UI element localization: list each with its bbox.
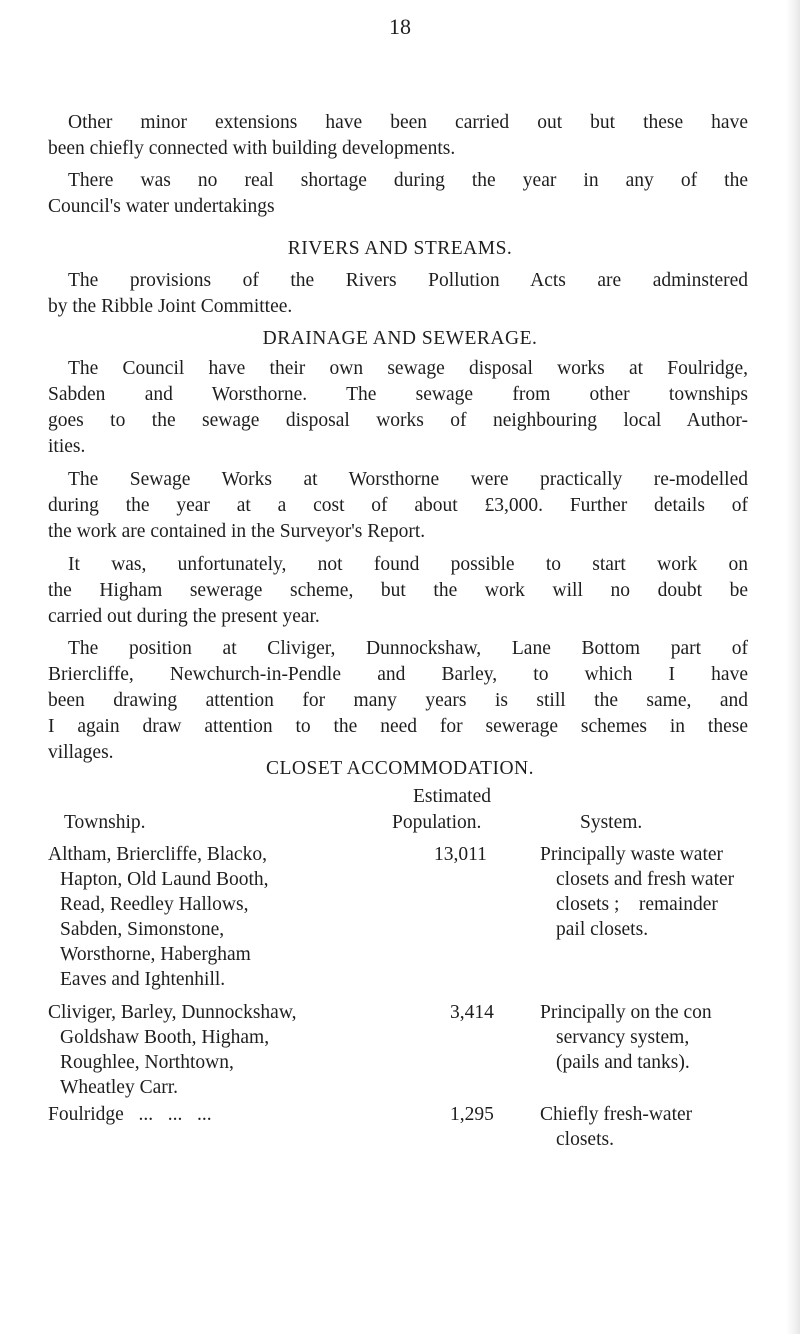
drainage-paragraph-1 (48, 356, 748, 460)
table-row-population: 1,295 (450, 1104, 494, 1125)
text-line: Briercliffe, Newchurch-in-Pendle and Barley, to which I have (48, 664, 748, 685)
table-row-system (540, 1000, 712, 1075)
system-line: closets ; remainder (556, 894, 718, 915)
text-line: I again draw attention to the need for sewerage schemes in these (48, 716, 748, 737)
text-line: carried out during the present year. (48, 606, 320, 627)
system-line: (pails and tanks). (556, 1052, 690, 1073)
township-line: Altham, Briercliffe, Blacko, (48, 844, 267, 865)
table-row-township (48, 842, 269, 992)
table-row-population: 13,011 (434, 844, 487, 865)
text-line: villages. (48, 742, 114, 763)
text-line: been drawing attention for many years is still the same, and (48, 690, 748, 711)
text-line: goes to the sewage disposal works of neighbouring local Author- (48, 410, 748, 431)
text-line: Other minor extensions have been carried out but these have (68, 112, 748, 133)
drainage-paragraph-2 (48, 467, 748, 545)
system-line: Principally on the con (540, 1002, 712, 1023)
system-line: closets. (556, 1129, 614, 1150)
text-line: Council's water undertakings (48, 196, 275, 217)
text-line: The Council have their own sewage disposal works at Foulridge, (68, 358, 748, 379)
text-line: ities. (48, 436, 86, 457)
system-line: closets and fresh water (556, 869, 735, 890)
closet-heading: CLOSET ACCOMMODATION. (266, 758, 534, 779)
table-row-system (540, 1102, 692, 1152)
township-line: Sabden, Simonstone, (60, 919, 225, 940)
system-line: Principally waste water (540, 844, 724, 865)
intro-paragraph-2 (48, 168, 748, 220)
system-line: servancy system, (556, 1027, 690, 1048)
township-line: Wheatley Carr. (60, 1077, 179, 1098)
township-line: Worsthorne, Habergham (60, 944, 251, 965)
drainage-paragraph-3 (48, 552, 748, 630)
table-row-township: Foulridge ... ... ... (48, 1104, 212, 1125)
township-line: Hapton, Old Laund Booth, (60, 869, 269, 890)
text-line: It was, unfortunately, not found possible to start work on (68, 554, 748, 575)
text-line: The position at Cliviger, Dunnockshaw, Lane Bottom part of (68, 638, 748, 659)
text-line: The provisions of the Rivers Pollution Acts are adminstered (68, 270, 748, 291)
col-header-estimated: Estimated (413, 786, 491, 807)
township-line: Read, Reedley Hallows, (60, 894, 249, 915)
drainage-heading: DRAINAGE AND SEWERAGE. (262, 328, 538, 349)
text-line: been chiefly connected with building developments. (48, 138, 456, 159)
rivers-paragraph (48, 268, 748, 320)
page-edge-shadow (786, 0, 800, 1334)
text-line: the work are contained in the Surveyor's Report. (48, 521, 426, 542)
table-row-system (540, 842, 734, 942)
col-header-system: System. (580, 812, 643, 833)
col-header-township: Township. (64, 812, 146, 833)
township-line: Eaves and Ightenhill. (60, 969, 226, 990)
page-number: 18 (389, 14, 411, 39)
text-line: The Sewage Works at Worsthorne were practically re-modelled (68, 469, 748, 490)
table-row-township (48, 1000, 297, 1100)
text-line: Sabden and Worsthorne. The sewage from other townships (48, 384, 748, 405)
township-line: Roughlee, Northtown, (60, 1052, 234, 1073)
text-line: the Higham sewerage scheme, but the work will no doubt be (48, 580, 748, 601)
drainage-paragraph-4 (48, 636, 748, 766)
township-line: Cliviger, Barley, Dunnockshaw, (48, 1002, 297, 1023)
table-row-population: 3,414 (450, 1002, 494, 1023)
text-line: by the Ribble Joint Committee. (48, 296, 293, 317)
system-line: pail closets. (556, 919, 649, 940)
intro-paragraph-1 (48, 110, 748, 162)
text-line: during the year at a cost of about £3,000. Further details of (48, 495, 748, 516)
rivers-heading: RIVERS AND STREAMS. (287, 238, 513, 259)
township-line: Goldshaw Booth, Higham, (60, 1027, 270, 1048)
text-line: There was no real shortage during the year in any of the (68, 170, 748, 191)
col-header-population: Population. (392, 812, 482, 833)
system-line: Chiefly fresh-water (540, 1104, 693, 1125)
